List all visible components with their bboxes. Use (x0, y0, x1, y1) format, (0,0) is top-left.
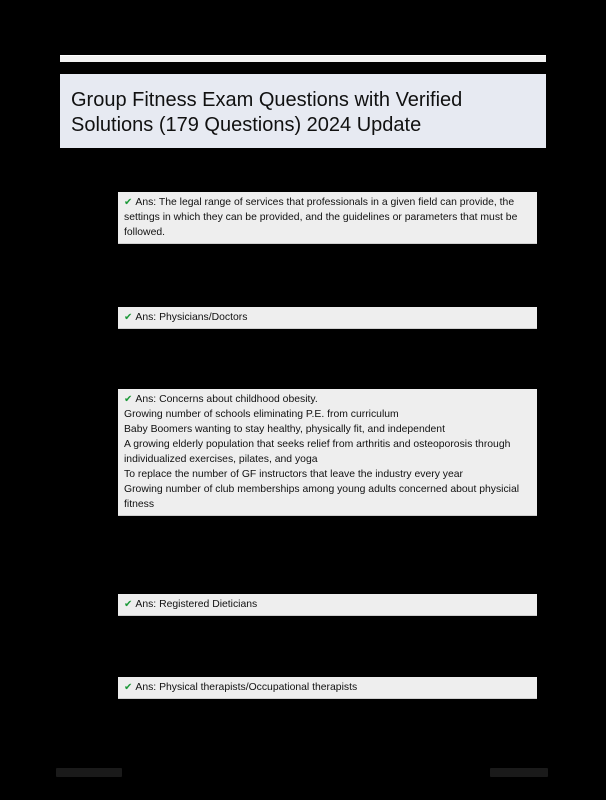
top-divider (60, 55, 546, 62)
answer-box-3 (118, 389, 537, 516)
answer-text: Ans: Physical therapists/Occupational therapists (135, 682, 358, 693)
answer-box-2 (118, 307, 537, 329)
answer-box-4 (118, 594, 537, 616)
check-icon: ✔ (124, 682, 133, 693)
check-icon: ✔ (124, 312, 133, 323)
title-line-1: Group Fitness Exam Questions with Verified (71, 89, 463, 111)
check-icon: ✔ (124, 599, 133, 610)
footer-left-mark (56, 768, 122, 777)
answer-line: Growing number of club memberships among young adults concerned about physicial fitness (124, 484, 520, 510)
check-icon: ✔ (124, 197, 133, 208)
title-line-2: Solutions (179 Questions) 2024 Update (71, 114, 422, 136)
document-title-box (60, 74, 546, 148)
answer-box-5 (118, 677, 537, 699)
footer-right-mark (490, 768, 548, 777)
answer-text: Ans: Registered Dieticians (135, 599, 258, 610)
answer-text: Ans: Physicians/Doctors (135, 312, 248, 323)
answer-line: Growing number of schools eliminating P.E. from curriculum (124, 409, 399, 420)
check-icon: ✔ (124, 394, 133, 405)
answer-line: Baby Boomers wanting to stay healthy, physically fit, and independent (124, 424, 445, 435)
answer-text: Ans: The legal range of services that professionals in a given field can provide, the settings in which they can be provided, and the guidelines or parameters that must be followed. (124, 197, 518, 238)
answer-line: A growing elderly population that seeks relief from arthritis and osteoporosis through individualized exercises, pilates, and yoga (124, 439, 511, 465)
answer-text: Ans: Concerns about childhood obesity. (135, 394, 318, 405)
document-title (71, 88, 536, 138)
answer-line: To replace the number of GF instructors that leave the industry every year (124, 469, 464, 480)
answer-box-1 (118, 192, 537, 244)
